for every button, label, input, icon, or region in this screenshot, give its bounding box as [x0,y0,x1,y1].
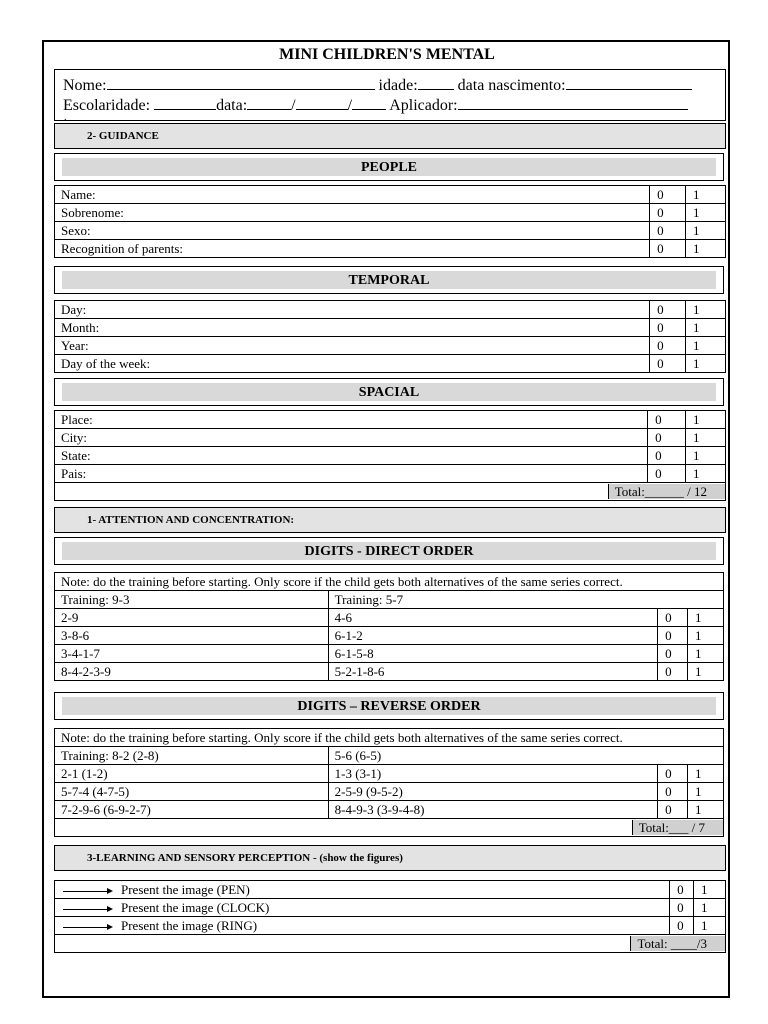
reverse-header [54,692,724,720]
spacial-table [54,410,726,501]
series-a: 2-1 (1-2) [55,765,329,783]
series-b: 2-5-9 (9-5-2) [328,783,657,801]
stray-dot: . [64,112,67,123]
score-zero[interactable]: 0 [658,783,688,801]
learning-table [54,880,726,953]
score-one[interactable]: 1 [688,663,724,681]
learning-item-label: Present the image (CLOCK) [121,900,270,915]
score-zero[interactable]: 0 [658,765,688,783]
reverse-total[interactable]: Total:___ / 7 [632,820,723,835]
people-table [54,185,726,258]
direct-table [54,572,724,681]
score-zero[interactable]: 0 [650,240,686,258]
spacial-row [55,411,726,429]
nome-field[interactable] [107,75,375,90]
spacial-row [55,465,726,483]
direct-series-row [55,609,724,627]
learning-item [55,899,670,917]
score-one[interactable]: 1 [688,609,724,627]
temporal-item-label: Day: [55,301,650,319]
series-a: 3-8-6 [55,627,329,645]
score-one[interactable]: 1 [694,917,726,935]
spacial-row [55,447,726,465]
idade-field[interactable] [418,75,454,90]
direct-header [54,537,724,565]
spacial-item-label: Pais: [55,465,648,483]
series-b: 4-6 [328,609,657,627]
score-zero[interactable]: 0 [650,337,686,355]
reverse-total-row [55,819,724,837]
series-b: 1-3 (3-1) [328,765,657,783]
temporal-item-label: Day of the week: [55,355,650,373]
score-zero[interactable]: 0 [658,801,688,819]
score-one[interactable]: 1 [688,801,724,819]
people-header-label: PEOPLE [62,158,716,176]
section-guidance: 2- GUIDANCE [54,123,726,149]
reverse-training-row [55,747,724,765]
nascimento-field[interactable] [566,75,692,90]
people-item-label: Name: [55,186,650,204]
direct-series-row [55,627,724,645]
reverse-series-row [55,765,724,783]
temporal-row [55,301,726,319]
series-b: 6-1-5-8 [328,645,657,663]
score-zero[interactable]: 0 [650,301,686,319]
series-a: 3-4-1-7 [55,645,329,663]
score-one[interactable]: 1 [694,881,726,899]
reverse-series-row [55,801,724,819]
data-day-field[interactable] [247,95,291,110]
score-zero[interactable]: 0 [650,355,686,373]
score-one[interactable]: 1 [688,645,724,663]
score-zero[interactable]: 0 [650,222,686,240]
temporal-header [54,266,724,294]
direct-series-row [55,663,724,681]
id-line-2 [63,95,688,115]
score-one[interactable]: 1 [686,204,726,222]
score-one[interactable]: 1 [694,899,726,917]
series-b: 8-4-9-3 (3-9-4-8) [328,801,657,819]
date-separator: / [347,97,353,114]
score-zero[interactable]: 0 [650,204,686,222]
learning-row [55,917,726,935]
score-one[interactable]: 1 [686,429,726,447]
score-zero[interactable]: 0 [670,881,694,899]
score-zero[interactable]: 0 [658,627,688,645]
score-zero[interactable]: 0 [648,429,686,447]
score-one[interactable]: 1 [688,783,724,801]
spacial-header-label: SPACIAL [62,383,716,401]
data-month-field[interactable] [296,95,348,110]
nome-label: Nome: [63,77,107,94]
learning-item-label: Present the image (PEN) [121,882,250,897]
reverse-note-row [55,729,724,747]
learning-total-row [55,935,726,953]
people-row [55,240,726,258]
people-row [55,222,726,240]
score-zero[interactable]: 0 [658,609,688,627]
reverse-table [54,728,724,837]
reverse-training-a: Training: 8-2 (2-8) [55,747,329,765]
series-b: 5-2-1-8-6 [328,663,657,681]
score-one[interactable]: 1 [686,186,726,204]
reverse-note: Note: do the training before starting. Only score if the child gets both alternatives of the same series correct. [55,729,724,747]
score-zero[interactable]: 0 [670,899,694,917]
learning-total[interactable]: Total: ____/3 [630,936,725,951]
people-item-label: Recognition of parents: [55,240,650,258]
learning-row [55,881,726,899]
score-one[interactable]: 1 [686,447,726,465]
spacial-item-label: Place: [55,411,648,429]
series-b: 6-1-2 [328,627,657,645]
section-learning: 3-LEARNING AND SENSORY PERCEPTION - (show the figures) [54,845,726,871]
people-item-label: Sexo: [55,222,650,240]
learning-row [55,899,726,917]
score-zero[interactable]: 0 [648,465,686,483]
temporal-item-label: Year: [55,337,650,355]
reverse-series-row [55,783,724,801]
escolaridade-field[interactable] [154,95,216,110]
score-zero[interactable]: 0 [658,663,688,681]
score-one[interactable]: 1 [688,627,724,645]
score-zero[interactable]: 0 [648,447,686,465]
temporal-row [55,337,726,355]
identification-box [54,69,726,121]
idade-label: idade: [378,77,418,94]
score-zero[interactable]: 0 [670,917,694,935]
direct-header-label: DIGITS - DIRECT ORDER [62,542,716,560]
spacial-total[interactable]: Total:______ / 12 [608,484,725,499]
data-year-field[interactable] [352,95,386,110]
score-one[interactable]: 1 [688,765,724,783]
direct-training-row [55,591,724,609]
series-a: 2-9 [55,609,329,627]
score-one[interactable]: 1 [686,319,726,337]
temporal-table [54,300,726,373]
nascimento-label: data nascimento: [457,77,566,94]
spacial-row [55,429,726,447]
score-one[interactable]: 1 [686,355,726,373]
score-one[interactable]: 1 [686,337,726,355]
form-title: MINI CHILDREN'S MENTAL [279,46,495,63]
direct-training-b: Training: 5-7 [328,591,723,609]
right-arrow-icon [63,927,111,928]
people-row [55,186,726,204]
series-a: 5-7-4 (4-7-5) [55,783,329,801]
score-zero[interactable]: 0 [658,645,688,663]
temporal-item-label: Month: [55,319,650,337]
date-separator: / [291,97,296,114]
direct-training-a: Training: 9-3 [55,591,329,609]
direct-note-row [55,573,724,591]
people-header [54,153,724,181]
direct-series-row [55,645,724,663]
people-item-label: Sobrenome: [55,204,650,222]
score-zero[interactable]: 0 [648,411,686,429]
spacial-header [54,378,724,406]
series-a: 7-2-9-6 (6-9-2-7) [55,801,329,819]
direct-note: Note: do the training before starting. Only score if the child gets both alternatives of the same series correct. [55,573,724,591]
spacial-item-label: State: [55,447,648,465]
score-one[interactable]: 1 [686,301,726,319]
score-zero[interactable]: 0 [650,186,686,204]
learning-item [55,881,670,899]
temporal-row [55,355,726,373]
score-one[interactable]: 1 [686,222,726,240]
learning-item-label: Present the image (RING) [121,918,258,933]
score-one[interactable]: 1 [686,465,726,483]
escolaridade-label: Escolaridade: [63,97,151,114]
series-a: 8-4-2-3-9 [55,663,329,681]
data-label: data: [216,97,248,114]
spacial-total-row [55,483,726,501]
aplicador-field[interactable] [458,95,688,110]
aplicador-label: Aplicador: [389,97,458,114]
temporal-header-label: TEMPORAL [62,271,716,289]
temporal-row [55,319,726,337]
reverse-header-label: DIGITS – REVERSE ORDER [62,697,716,715]
score-one[interactable]: 1 [686,240,726,258]
people-row [55,204,726,222]
reverse-training-b: 5-6 (6-5) [328,747,723,765]
score-one[interactable]: 1 [686,411,726,429]
right-arrow-icon [63,891,111,892]
score-zero[interactable]: 0 [650,319,686,337]
section-attention: 1- ATTENTION AND CONCENTRATION: [54,507,726,533]
id-line-1 [63,75,692,95]
spacial-item-label: City: [55,429,648,447]
right-arrow-icon [63,909,111,910]
learning-item [55,917,670,935]
